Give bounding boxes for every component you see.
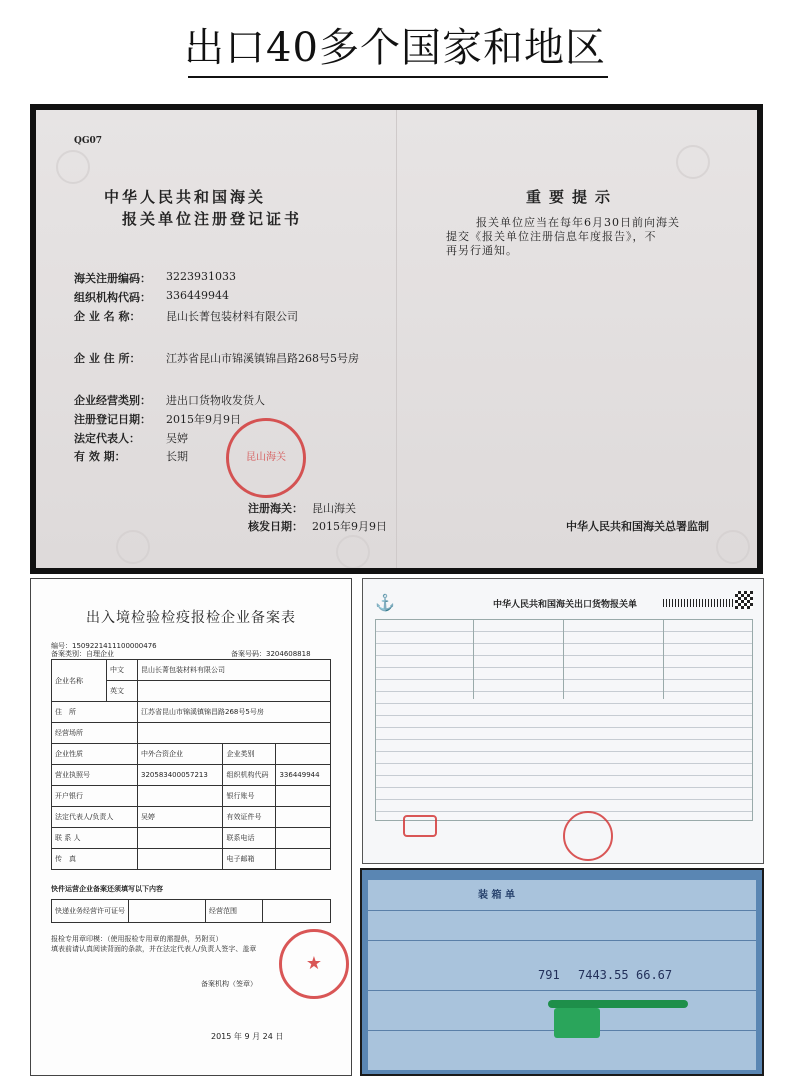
table-cell bbox=[276, 744, 331, 765]
container-packing-list-photo bbox=[360, 868, 764, 1076]
certificate-heading-1: 中华人民共和国海关 bbox=[104, 188, 267, 206]
table-cell: 联 系 人 bbox=[52, 828, 138, 849]
table-cell: 吴婷 bbox=[138, 807, 223, 828]
table-cell: 经营场所 bbox=[52, 723, 138, 744]
issue-date-value: 2015年9月9日 bbox=[312, 520, 387, 533]
table-row bbox=[52, 786, 331, 807]
export-declaration-form bbox=[362, 578, 764, 864]
field-label: 企 业 住 所： bbox=[74, 352, 141, 365]
table-cell: 法定代表人/负责人 bbox=[52, 807, 138, 828]
form-title: 出入境检验检疫报检企业备案表 bbox=[86, 610, 296, 626]
field-value: 吴婷 bbox=[166, 432, 188, 445]
reg-customs-label: 注册海关： bbox=[248, 502, 303, 515]
table-cell: 英文 bbox=[107, 681, 138, 702]
field-value: 江苏省昆山市锦溪镇锦昌路268号5号房 bbox=[166, 352, 359, 365]
table-cell: 中文 bbox=[107, 660, 138, 681]
notice-title: 重要提示 bbox=[526, 188, 619, 206]
table-row bbox=[52, 900, 331, 923]
issuing-authority: 中华人民共和国海关总署监制 bbox=[566, 520, 709, 533]
watermark-icon bbox=[336, 535, 370, 568]
form-code: QG07 bbox=[74, 136, 103, 146]
customs-seal-stamp: 昆山海关 bbox=[226, 418, 306, 498]
table-cell: 营业执照号 bbox=[52, 765, 138, 786]
title-underline bbox=[188, 76, 608, 78]
container-seal-tag bbox=[554, 1008, 600, 1038]
watermark-icon bbox=[676, 145, 710, 179]
notice-text: 提交《报关单位注册信息年度报告》，不 bbox=[446, 230, 657, 243]
handwritten-value: 66.67 bbox=[636, 968, 673, 982]
table-cell bbox=[276, 849, 331, 870]
barcode-icon bbox=[663, 599, 733, 607]
packing-list-paper bbox=[368, 880, 756, 1070]
table-cell bbox=[263, 900, 331, 923]
notice-text: 再另行通知。 bbox=[446, 244, 518, 257]
customs-registration-certificate bbox=[30, 104, 763, 574]
grid-divider bbox=[563, 619, 564, 699]
qr-code-icon bbox=[735, 591, 753, 609]
table-cell: 开户银行 bbox=[52, 786, 138, 807]
table-cell bbox=[138, 681, 331, 702]
grid-divider bbox=[663, 619, 664, 699]
table-cell: 经营范围 bbox=[206, 900, 263, 923]
field-value: 336449944 bbox=[166, 289, 229, 302]
table-cell: 企业性质 bbox=[52, 744, 138, 765]
handwritten-value: 7443.55 bbox=[578, 968, 629, 982]
field-value: 进出口货物收发货人 bbox=[166, 394, 265, 407]
field-label: 有 效 期： bbox=[74, 450, 126, 463]
table-row bbox=[52, 849, 331, 870]
table-row bbox=[52, 828, 331, 849]
form-note: 报检专用章印模：（使用报检专用章的需提供，另附页） bbox=[51, 935, 223, 943]
table-cell bbox=[276, 807, 331, 828]
form-reg-no: 备案号码：3204608818 bbox=[231, 650, 311, 658]
field-label: 海关注册编码： bbox=[74, 272, 151, 285]
table-cell: 联系电话 bbox=[223, 828, 276, 849]
watermark-icon bbox=[716, 530, 750, 564]
table-row bbox=[52, 702, 331, 723]
declaration-title: 中华人民共和国海关出口货物报关单 bbox=[493, 600, 638, 610]
form-number: 编号：1509221411100000476 bbox=[51, 642, 157, 650]
field-label: 企业经营类别： bbox=[74, 394, 151, 407]
watermark-icon bbox=[56, 150, 90, 184]
table-cell: 320583400057213 bbox=[138, 765, 223, 786]
table-row bbox=[52, 807, 331, 828]
table-cell bbox=[276, 786, 331, 807]
table-row bbox=[52, 765, 331, 786]
handwritten-value: 791 bbox=[538, 968, 560, 982]
table-cell bbox=[129, 900, 206, 923]
row-line bbox=[368, 940, 756, 941]
declaration-seal-stamp bbox=[563, 811, 613, 861]
certificate-heading-2: 报关单位注册登记证书 bbox=[122, 210, 303, 228]
table-cell bbox=[138, 786, 223, 807]
declaration-grid bbox=[375, 619, 753, 821]
field-label: 法定代表人： bbox=[74, 432, 140, 445]
form-note: 填表前请认真阅读背面的条款，并在法定代表人/负责人签字、盖章 bbox=[51, 945, 257, 953]
field-value: 昆山长菁包装材料有限公司 bbox=[166, 310, 298, 323]
field-label: 注册登记日期： bbox=[74, 413, 151, 426]
packing-list-title: 装 箱 单 bbox=[478, 890, 515, 901]
notice-text: 报关单位应当在每年6月30日前向海关 bbox=[476, 216, 680, 229]
field-value: 3223931033 bbox=[166, 270, 236, 283]
issue-date-label: 核发日期： bbox=[248, 520, 303, 533]
form-category: 备案类别：自理企业 bbox=[51, 650, 114, 658]
inspection-seal-stamp: ★ bbox=[279, 929, 349, 999]
field-value: 长期 bbox=[166, 450, 188, 463]
table-row bbox=[52, 744, 331, 765]
table-cell: 企业名称 bbox=[52, 660, 107, 702]
declaration-stamp bbox=[403, 815, 437, 837]
watermark-icon bbox=[116, 530, 150, 564]
table-cell: 传 真 bbox=[52, 849, 138, 870]
agency-label: 备案机构（签章） bbox=[201, 980, 257, 988]
table-row bbox=[52, 723, 331, 744]
page-title: 出口40多个国家和地区 bbox=[184, 25, 606, 71]
field-label: 企 业 名 称： bbox=[74, 310, 141, 323]
certificate-paper bbox=[36, 110, 757, 568]
container-seal-bolt bbox=[548, 1000, 688, 1008]
table-cell: 企业类别 bbox=[223, 744, 276, 765]
table-cell: 电子邮箱 bbox=[223, 849, 276, 870]
grid-divider bbox=[473, 619, 474, 699]
table-cell: 银行账号 bbox=[223, 786, 276, 807]
customs-emblem-icon: ⚓ bbox=[375, 593, 395, 612]
table-cell: 江苏省昆山市锦溪镇锦昌路268号5号房 bbox=[138, 702, 331, 723]
table-cell: 组织机构代码 bbox=[223, 765, 276, 786]
form-table bbox=[51, 659, 331, 870]
table-cell: 快递业务经营许可证号 bbox=[52, 900, 129, 923]
table-cell: 住 所 bbox=[52, 702, 138, 723]
table-cell bbox=[138, 723, 331, 744]
express-title: 快件运营企业备案还须填写以下内容 bbox=[51, 885, 163, 893]
table-cell: 昆山长菁包装材料有限公司 bbox=[138, 660, 331, 681]
table-cell bbox=[138, 828, 223, 849]
table-cell bbox=[276, 828, 331, 849]
inspection-record-form bbox=[30, 578, 352, 1076]
table-cell: 336449944 bbox=[276, 765, 331, 786]
table-cell bbox=[138, 849, 223, 870]
form-date: 2015 年 9 月 24 日 bbox=[211, 1032, 284, 1041]
field-value: 2015年9月9日 bbox=[166, 413, 241, 426]
table-cell: 有效证件号 bbox=[223, 807, 276, 828]
table-row bbox=[52, 660, 331, 681]
row-line bbox=[368, 910, 756, 911]
table-cell: 中外合资企业 bbox=[138, 744, 223, 765]
express-table bbox=[51, 899, 331, 923]
row-line bbox=[368, 990, 756, 991]
field-label: 组织机构代码： bbox=[74, 291, 151, 304]
reg-customs-value: 昆山海关 bbox=[312, 502, 356, 515]
